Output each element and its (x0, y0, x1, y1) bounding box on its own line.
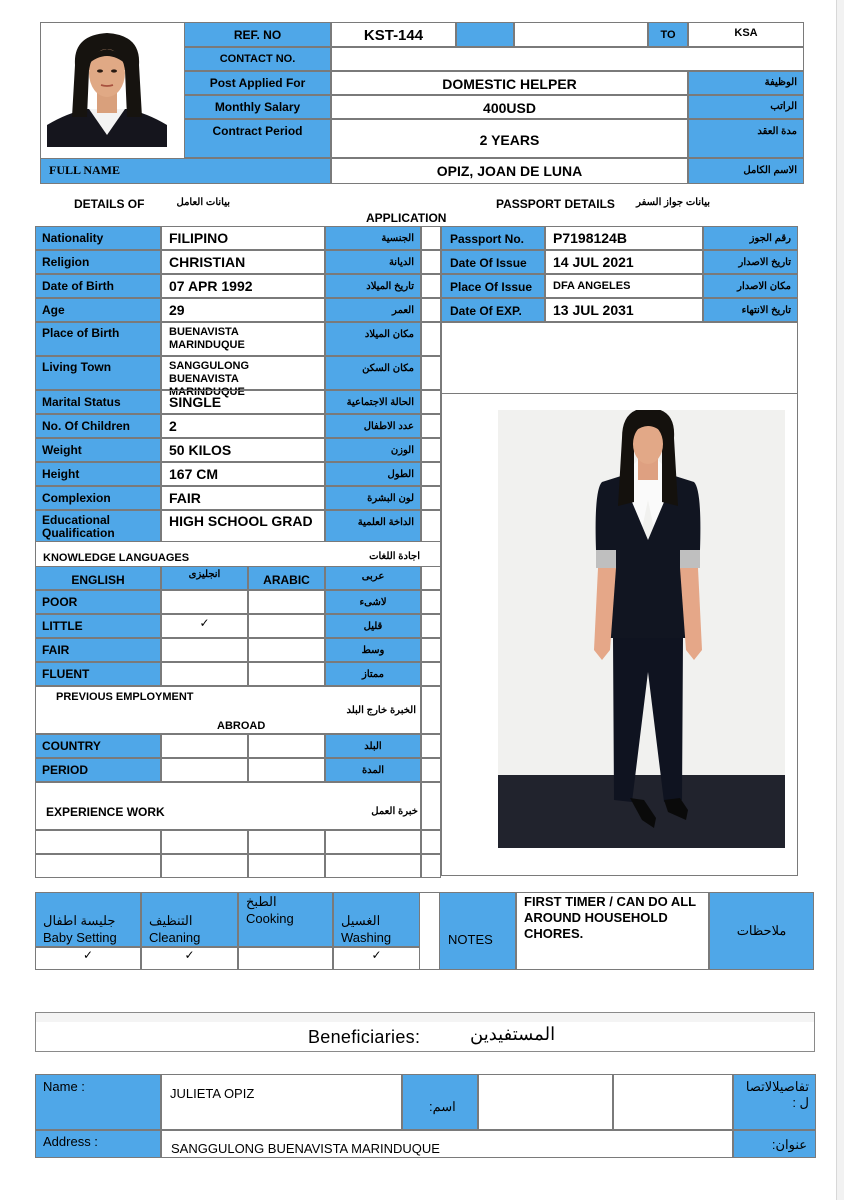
detail-value-5: SANGGULONG BUENAVISTA MARINDUQUE (161, 356, 325, 390)
lang-level-ar-1: قليل (325, 614, 421, 638)
employment-period-cell-a (161, 758, 248, 782)
experience-row-1-a (35, 854, 161, 878)
employment-country-cell-a (161, 734, 248, 758)
detail-label-8: Weight (35, 438, 161, 462)
detail-label-ar-0: الجنسية (325, 226, 421, 250)
experience-row-0-e (421, 830, 441, 854)
lang-level-spacer-2 (421, 638, 441, 662)
contact-no-label: CONTACT NO. (184, 47, 331, 71)
ref-no-extra (456, 22, 514, 47)
lang-arabic-header: ARABIC (248, 566, 325, 590)
detail-spacer-1 (421, 250, 441, 274)
fullname-label-ar: الاسم الكامل (688, 158, 804, 184)
detail-spacer-11 (421, 510, 441, 542)
detail-label-10: Complexion (35, 486, 161, 510)
to-label: TO (648, 22, 688, 47)
detail-spacer-5 (421, 356, 441, 390)
contract-value: 2 YEARS (331, 119, 688, 158)
detail-spacer-8 (421, 438, 441, 462)
beneficiary-contact-blank (613, 1074, 733, 1130)
detail-value-7: 2 (161, 414, 325, 438)
lang-header-spacer (421, 566, 441, 590)
detail-label-ar-6: الحالة الاجتماعية (325, 390, 421, 414)
lang-english-cell-0 (161, 590, 248, 614)
lang-level-1: LITTLE (35, 614, 161, 638)
lang-english-cell-2 (161, 638, 248, 662)
employment-abroad: ABROAD (217, 720, 266, 732)
detail-label-0: Nationality (35, 226, 161, 250)
employment-block-spacer (421, 686, 441, 734)
passport-value-0: P7198124B (545, 226, 703, 250)
detail-spacer-4 (421, 322, 441, 356)
skill-cooking-ar: الطبخ (246, 894, 277, 909)
skill-washing (333, 892, 420, 947)
detail-spacer-3 (421, 298, 441, 322)
lang-level-ar-3: ممتاز (325, 662, 421, 686)
skill-washing-label: Washing (341, 930, 392, 945)
languages-title-ar: اجادة اللغات (369, 551, 420, 562)
passport-value-1: 14 JUL 2021 (545, 250, 703, 274)
detail-spacer-7 (421, 414, 441, 438)
detail-value-3: 29 (161, 298, 325, 322)
employment-country-label: COUNTRY (35, 734, 161, 758)
experience-row-1-d (325, 854, 421, 878)
beneficiaries-title-ar: المستفيدين (470, 1024, 556, 1044)
employment-country-spacer (421, 734, 441, 758)
experience-row-0-b (161, 830, 248, 854)
beneficiaries-title: Beneficiaries: (308, 1027, 421, 1047)
lang-level-spacer-1 (421, 614, 441, 638)
experience-block-spacer (421, 782, 441, 830)
detail-label-1: Religion (35, 250, 161, 274)
detail-spacer-6 (421, 390, 441, 414)
lang-arabic-cell-3 (248, 662, 325, 686)
lang-level-2: FAIR (35, 638, 161, 662)
detail-label-9: Height (35, 462, 161, 486)
detail-label-ar-4: مكان الميلاد (325, 322, 421, 356)
lang-level-ar-0: لاشىء (325, 590, 421, 614)
employment-period-label-ar: المدة (325, 758, 421, 782)
application-title: APPLICATION (366, 211, 447, 225)
lang-arabic-cell-1 (248, 614, 325, 638)
passport-label-ar-2: مكان الاصدار (703, 274, 798, 298)
detail-label-ar-1: الديانة (325, 250, 421, 274)
detail-label-ar-5: مكان السكن (325, 356, 421, 390)
skill-cleaning-check: ✓ (141, 947, 238, 970)
beneficiary-contact-label-ar (733, 1074, 816, 1130)
beneficiary-name-label-ar (402, 1074, 478, 1130)
experience-row-0-d (325, 830, 421, 854)
detail-label-ar-10: لون البشرة (325, 486, 421, 510)
contact-no-value (331, 47, 804, 71)
notes-label-ar-text: ملاحظات (736, 923, 787, 938)
languages-title: KNOWLEDGE LANGUAGES (43, 552, 190, 564)
details-of-title-ar: بيانات العامل (176, 197, 230, 208)
passport-value-3: 13 JUL 2031 (545, 298, 703, 322)
experience-row-1-c (248, 854, 325, 878)
post-label: Post Applied For (184, 71, 331, 95)
salary-label: Monthly Salary (184, 95, 331, 119)
lang-arabic-cell-0 (248, 590, 325, 614)
details-of-title: DETAILS OF (74, 197, 145, 211)
beneficiary-name-label-text: Name : (43, 1079, 85, 1094)
beneficiary-address-label (35, 1130, 161, 1158)
detail-label-6: Marital Status (35, 390, 161, 414)
lang-level-spacer-0 (421, 590, 441, 614)
skill-baby-setting-ar: جليسة اطفال (43, 913, 116, 928)
experience-title-ar: خبرة العمل (371, 806, 418, 817)
detail-value-9: 167 CM (161, 462, 325, 486)
lang-arabic-header-ar: عربى (325, 566, 421, 590)
beneficiary-name-value (161, 1074, 402, 1130)
experience-row-0-c (248, 830, 325, 854)
detail-spacer-10 (421, 486, 441, 510)
experience-title: EXPERIENCE WORK (46, 805, 165, 819)
beneficiaries-band (36, 1022, 814, 1051)
experience-row-1-e (421, 854, 441, 878)
detail-spacer-9 (421, 462, 441, 486)
ref-no-label: REF. NO (184, 22, 331, 47)
detail-label-2: Date of Birth (35, 274, 161, 298)
skill-washing-ar: الغسيل (341, 913, 381, 928)
passport-label-2: Place Of Issue (441, 274, 545, 298)
lang-english-cell-1: ✓ (161, 614, 248, 638)
notes-value-text: FIRST TIMER / CAN DO ALL AROUND HOUSEHOLD CHORES. (524, 894, 696, 941)
employment-period-cell-b (248, 758, 325, 782)
employment-title: PREVIOUS EMPLOYMENT (56, 691, 194, 703)
beneficiary-address-value-text: SANGGULONG BUENAVISTA MARINDUQUE (171, 1141, 440, 1156)
detail-value-1: CHRISTIAN (161, 250, 325, 274)
beneficiary-name-value-text: JULIETA OPIZ (170, 1086, 255, 1101)
detail-label-ar-11: الداخة العلمية (325, 510, 421, 542)
experience-row-1-b (161, 854, 248, 878)
post-value: DOMESTIC HELPER (331, 71, 688, 95)
detail-value-0: FILIPINO (161, 226, 325, 250)
passport-label-3: Date Of EXP. (441, 298, 545, 322)
employment-country-label-ar: البلد (325, 734, 421, 758)
portrait-photo (47, 25, 167, 147)
passport-details-title: PASSPORT DETAILS (496, 197, 615, 211)
detail-spacer-2 (421, 274, 441, 298)
ref-no-blank (514, 22, 648, 47)
detail-value-11: HIGH SCHOOL GRAD (161, 510, 325, 542)
skill-cleaning-ar: التنظيف (149, 913, 193, 928)
passport-label-1: Date Of Issue (441, 250, 545, 274)
skill-cooking-label: Cooking (246, 911, 294, 926)
detail-value-4: BUENAVISTA MARINDUQUE (161, 322, 325, 356)
contract-label: Contract Period (184, 119, 331, 158)
fullname-label (40, 158, 331, 184)
skill-baby-setting (35, 892, 141, 947)
passport-details-title-ar: بيانات جواز السفر (636, 197, 710, 208)
post-label-ar: الوظيفة (688, 71, 804, 95)
detail-value-2: 07 APR 1992 (161, 274, 325, 298)
detail-label-ar-7: عدد الاطفال (325, 414, 421, 438)
beneficiary-name-label (35, 1074, 161, 1130)
skill-washing-check: ✓ (333, 947, 420, 970)
fullname-value: OPIZ, JOAN DE LUNA (331, 158, 688, 184)
skill-cooking (238, 892, 333, 947)
to-value: KSA (688, 22, 804, 47)
notes-label-ar (709, 892, 814, 970)
detail-spacer-0 (421, 226, 441, 250)
detail-label-ar-3: العمر (325, 298, 421, 322)
lang-level-3: FLUENT (35, 662, 161, 686)
employment-abroad-ar: الخبرة خارج البلد (346, 705, 416, 716)
fullname-label-text: FULL NAME (49, 163, 121, 177)
beneficiary-address-label-ar-text: عنوان: (771, 1137, 807, 1152)
lang-level-ar-2: وسط (325, 638, 421, 662)
passport-value-2: DFA ANGELES (545, 274, 703, 298)
beneficiary-mid-blank (478, 1074, 613, 1130)
employment-country-cell-b (248, 734, 325, 758)
salary-value: 400USD (331, 95, 688, 119)
detail-label-3: Age (35, 298, 161, 322)
detail-value-10: FAIR (161, 486, 325, 510)
lang-arabic-cell-2 (248, 638, 325, 662)
beneficiary-address-label-ar (733, 1130, 816, 1158)
experience-row-0-a (35, 830, 161, 854)
notes-value (516, 892, 709, 970)
full-body-photo (498, 410, 785, 848)
lang-level-0: POOR (35, 590, 161, 614)
beneficiary-address-label-text: Address : (43, 1134, 98, 1149)
employment-period-spacer (421, 758, 441, 782)
passport-label-0: Passport No. (441, 226, 545, 250)
lang-english-header-ar: انجليزى (161, 566, 248, 590)
lang-english-header: ENGLISH (35, 566, 161, 590)
passport-label-ar-1: تاريخ الاصدار (703, 250, 798, 274)
skill-cleaning (141, 892, 238, 947)
detail-label-ar-9: الطول (325, 462, 421, 486)
detail-value-6: SINGLE (161, 390, 325, 414)
skill-cooking-check (238, 947, 333, 970)
detail-label-4: Place of Birth (35, 322, 161, 356)
detail-label-ar-2: تاريخ الميلاد (325, 274, 421, 298)
detail-label-7: No. Of Children (35, 414, 161, 438)
lang-english-cell-3 (161, 662, 248, 686)
detail-label-11: Educational Qualification (35, 510, 161, 542)
passport-blank-area (441, 322, 798, 394)
beneficiary-name-label-ar-text: اسم: (429, 1099, 456, 1114)
skill-baby-setting-label: Baby Setting (43, 930, 117, 945)
skill-cleaning-label: Cleaning (149, 930, 201, 945)
notes-label-text: NOTES (448, 932, 493, 947)
beneficiary-contact-label-ar-text: تفاصيلالاتصال : (745, 1079, 809, 1110)
notes-label (439, 892, 516, 970)
salary-label-ar: الراتب (688, 95, 804, 119)
detail-value-8: 50 KILOS (161, 438, 325, 462)
lang-level-spacer-3 (421, 662, 441, 686)
employment-period-label: PERIOD (35, 758, 161, 782)
passport-label-ar-0: رقم الجوز (703, 226, 798, 250)
ref-no-value: KST-144 (331, 22, 456, 47)
detail-label-5: Living Town (35, 356, 161, 390)
detail-label-ar-8: الوزن (325, 438, 421, 462)
passport-label-ar-3: تاريخ الانتهاء (703, 298, 798, 322)
skill-baby-check: ✓ (35, 947, 141, 970)
contract-label-ar: مدة العقد (688, 119, 804, 158)
beneficiary-address-value (161, 1130, 733, 1158)
